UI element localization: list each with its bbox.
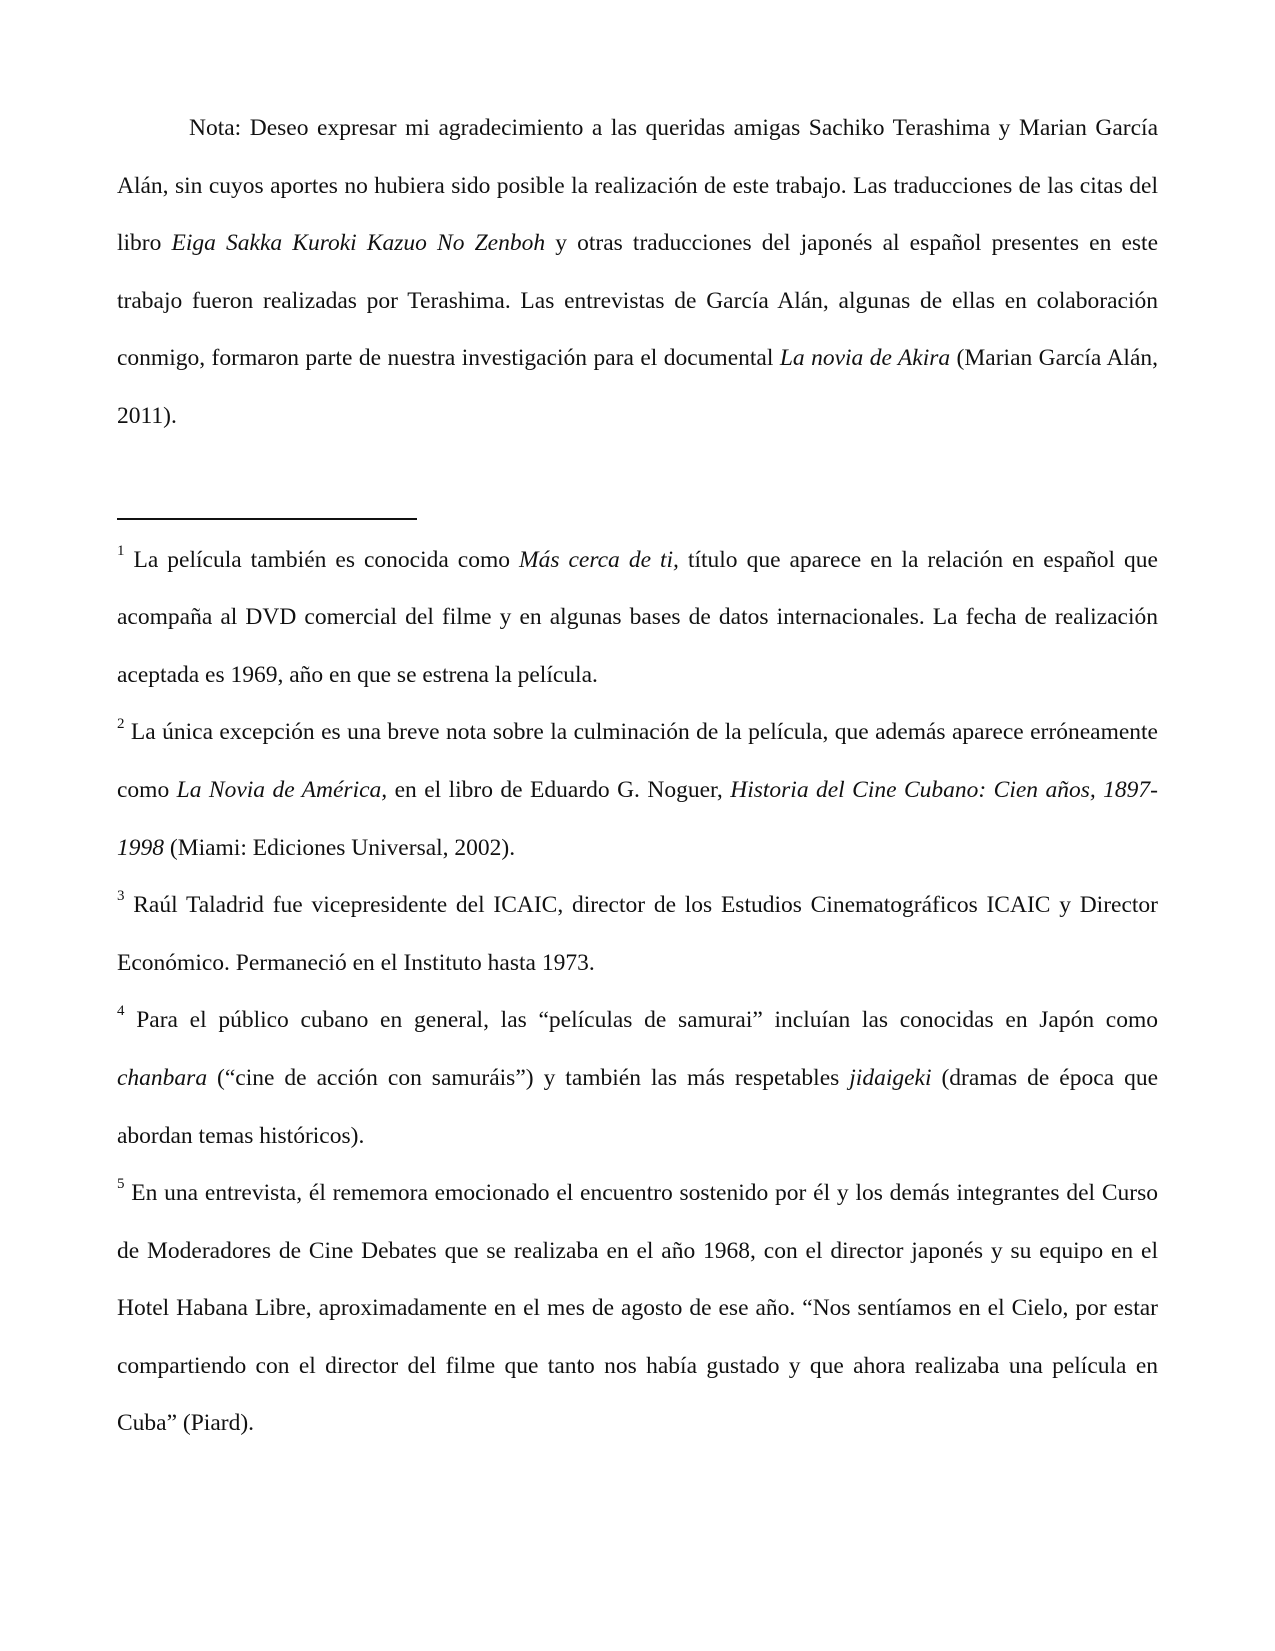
- footnote-number: 5: [117, 1176, 125, 1193]
- footnote-italic: chanbara: [117, 1064, 208, 1091]
- acknowledgment-note: [117, 100, 1158, 446]
- footnote-text: En una entrevista, él rememora emocionado el encuentro sostenido por él y los demás integrantes del Curso de Moderadores de Cine Debates que se realizaba en el año 1968, con el director japonés y su equipo en el Hotel Habana Libre, aproximadamente en el mes de agosto de ese año. “Nos sentíamos en el Cielo, por estar compartiendo con el director del filme que tanto nos había gustado y que ahora realizaba una película en Cuba” (Piard).: [117, 1180, 1158, 1437]
- footnote-separator: [117, 518, 417, 520]
- footnote-2: [117, 704, 1158, 877]
- footnote-text: La única excepción es una breve nota sobre la culminación de la película, que además aparece erróneamente como: [117, 719, 1158, 803]
- note-text-2: y otras traducciones del japonés al español presentes en este trabajo fueron realizadas por Terashima. Las entrevistas de García Alán, algunas de ellas en colaboración conmigo, formaron parte de nuestra investigación para el documental: [117, 230, 1158, 372]
- footnote-text: Raúl Taladrid fue vicepresidente del ICAIC, director de los Estudios Cinematográficos ICAIC y Director Económico. Permaneció en el Instituto hasta 1973.: [117, 892, 1158, 976]
- footnote-number: 3: [117, 888, 125, 905]
- footnote-number: 2: [117, 715, 125, 732]
- footnote-1: [117, 532, 1158, 705]
- footnote-number: 4: [117, 1003, 125, 1020]
- footnote-3: [117, 877, 1158, 992]
- footnote-italic: Historia del Cine Cubano: Cien años, 1897-1998: [117, 776, 1158, 861]
- footnote-text: (dramas de época que abordan temas históricos).: [117, 1064, 1159, 1149]
- footnote-text: (Miami: Ediciones Universal, 2002).: [164, 834, 516, 861]
- footnote-text: Para el público cubano en general, las “películas de samurai” incluían las conocidas en Japón como: [124, 1007, 1158, 1034]
- footnote-italic: Más cerca de ti,: [519, 546, 679, 573]
- document-page: [117, 100, 1158, 1453]
- footnote-text: título que aparece en la relación en español que acompaña al DVD comercial del filme y en algunas bases de datos internacionales. La fecha de realización aceptada es 1969, año en que se estrena la película.: [117, 546, 1158, 688]
- note-book-title: Eiga Sakka Kuroki Kazuo No Zenboh: [171, 230, 546, 257]
- note-documentary-title: La novia de Akira: [779, 345, 951, 372]
- footnotes-section: [117, 532, 1158, 1454]
- footnote-number: 1: [117, 542, 125, 559]
- footnote-text: (“cine de acción con samuráis”) y también las más respetables: [207, 1064, 850, 1091]
- note-text-3: (Marian García Alán, 2011).: [117, 345, 1158, 429]
- footnote-text: La película también es conocida como: [124, 546, 520, 573]
- note-text-1: Nota: Deseo expresar mi agradecimiento a las queridas amigas Sachiko Terashima y Marian García Alán, sin cuyos aportes no hubiera sido posible la realización de este trabajo. Las traducciones de las citas del libro: [117, 115, 1158, 257]
- footnote-4: [117, 992, 1158, 1165]
- footnote-italic: La Novia de América,: [176, 776, 388, 803]
- footnote-text: en el libro de Eduardo G. Noguer,: [387, 776, 731, 803]
- footnote-italic: jidaigeki: [849, 1064, 932, 1091]
- footnote-5: [117, 1165, 1158, 1453]
